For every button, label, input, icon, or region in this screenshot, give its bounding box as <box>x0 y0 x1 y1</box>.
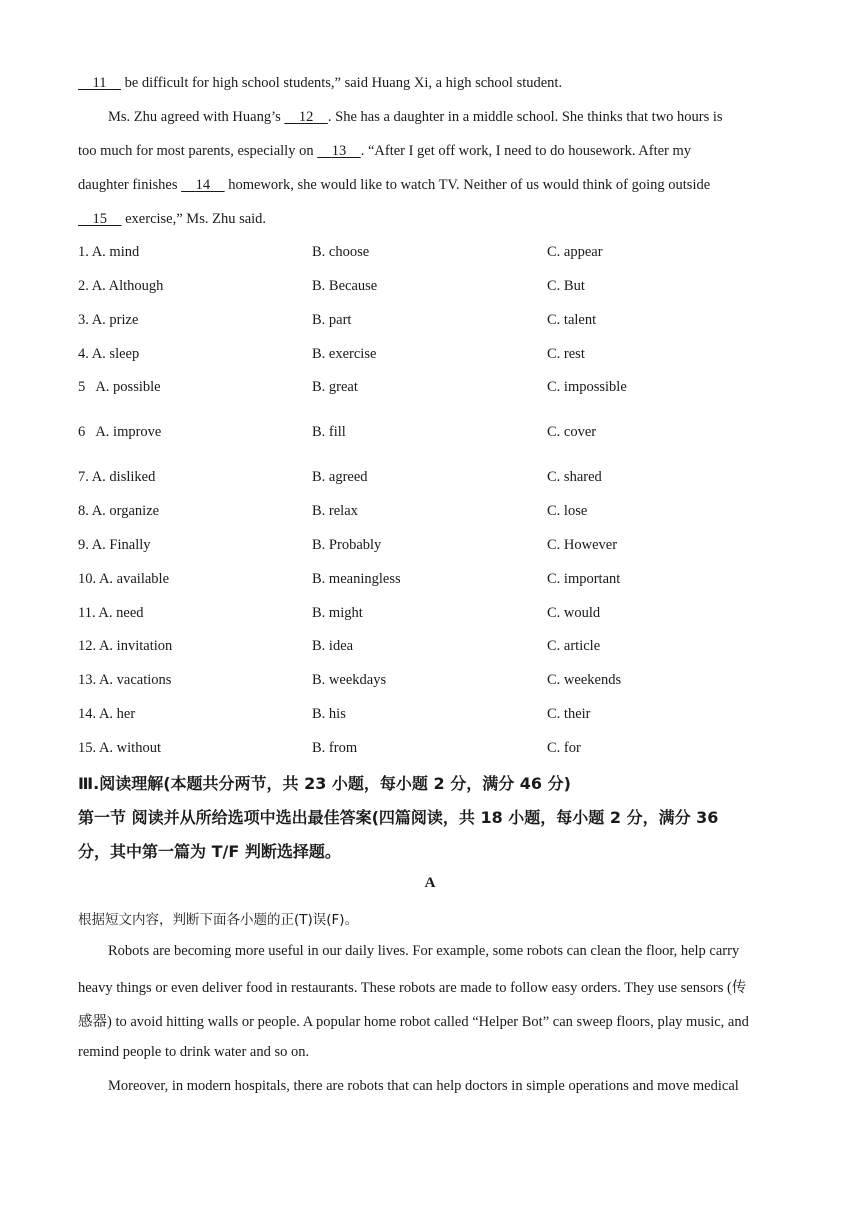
option-c: C. cover <box>547 424 597 440</box>
passage-title: A <box>424 875 436 891</box>
option-a: 12. A. invitation <box>78 638 173 654</box>
option-a: 5 A. possible <box>78 379 161 395</box>
option-c: C. appear <box>547 244 603 260</box>
option-b: B. agreed <box>312 469 368 485</box>
option-row-6 <box>78 424 778 444</box>
passage-text: exercise,” Ms. Zhu said. <box>121 211 267 227</box>
option-row-15 <box>78 740 778 760</box>
option-b: B. might <box>312 605 363 621</box>
option-c: C. impossible <box>547 379 627 395</box>
option-b: B. choose <box>312 244 370 260</box>
option-row-4 <box>78 346 778 366</box>
blank-13: 13 <box>331 143 347 159</box>
section-heading: Ⅲ.阅读理解(本题共分两节，共 23 小题，每小题 2 分，满分 46 分) <box>78 774 571 793</box>
option-a: 13. A. vacations <box>78 672 172 688</box>
option-a: 15. A. without <box>78 740 161 756</box>
passage-text: homework, she would like to watch TV. Neither of us would think of going outside <box>224 177 711 193</box>
option-a: 3. A. prize <box>78 312 139 328</box>
option-a: 10. A. available <box>78 571 170 587</box>
passage-text: . “After I get off work, I need to do housework. After my <box>360 143 692 159</box>
option-row-1 <box>78 244 778 264</box>
option-c: C. their <box>547 706 591 722</box>
passage-line-4 <box>78 177 710 194</box>
option-row-10 <box>78 571 778 591</box>
option-row-7 <box>78 469 778 489</box>
reading-line: remind people to drink water and so on. <box>78 1044 310 1060</box>
reading-line: Robots are becoming more useful in our daily lives. For example, some robots can clean the floor, help carry <box>108 943 740 959</box>
passage-text: Ms. Zhu agreed with Huang’s <box>108 109 285 125</box>
option-c: C. lose <box>547 503 588 519</box>
option-b: B. idea <box>312 638 354 654</box>
option-b: B. Because <box>312 278 378 294</box>
option-b: B. meaningless <box>312 571 401 587</box>
option-c: C. But <box>547 278 585 294</box>
option-row-14 <box>78 706 778 726</box>
option-b: B. his <box>312 706 346 722</box>
option-row-13 <box>78 672 778 692</box>
option-c: C. However <box>547 537 618 553</box>
blank-12: 12 <box>298 109 314 125</box>
option-b: B. from <box>312 740 358 756</box>
option-c: C. weekends <box>547 672 622 688</box>
option-b: B. weekdays <box>312 672 387 688</box>
option-row-2 <box>78 278 778 298</box>
reading-line: Moreover, in modern hospitals, there are robots that can help doctors in simple operations and move medical <box>108 1078 739 1094</box>
option-row-11 <box>78 605 778 625</box>
option-a: 8. A. organize <box>78 503 160 519</box>
passage-line-2 <box>108 109 723 126</box>
option-a: 1. A. mind <box>78 244 140 260</box>
blank-11: 11 <box>92 75 107 91</box>
instruction-text: 根据短文内容，判断下面各小题的正(T)误(F)。 <box>78 912 359 928</box>
option-b: B. Probably <box>312 537 382 553</box>
passage-text: be difficult for high school students,” said Huang Xi, a high school student. <box>120 75 563 91</box>
option-row-3 <box>78 312 778 332</box>
option-b: B. exercise <box>312 346 377 362</box>
option-row-8 <box>78 503 778 523</box>
option-b: B. part <box>312 312 352 328</box>
part-heading-line-2: 分，其中第一篇为 T/F 判断选择题。 <box>78 842 341 861</box>
option-c: C. talent <box>547 312 597 328</box>
option-a: 14. A. her <box>78 706 136 722</box>
blank-15: 15 <box>92 211 107 227</box>
option-a: 2. A. Although <box>78 278 164 294</box>
reading-line: heavy things or even deliver food in restaurants. These robots are made to follow easy orders. They use sensors (传 <box>78 980 747 996</box>
option-b: B. fill <box>312 424 346 440</box>
option-row-9 <box>78 537 778 557</box>
passage-text: daughter finishes <box>78 177 182 193</box>
option-c: C. important <box>547 571 621 587</box>
option-a: 11. A. need <box>78 605 144 621</box>
blank-14: 14 <box>195 177 211 193</box>
option-b: B. great <box>312 379 358 395</box>
passage-text: too much for most parents, especially on <box>78 143 318 159</box>
reading-line: 感器) to avoid hitting walls or people. A popular home robot called “Helper Bot” can sweep floors, play music, and <box>78 1014 749 1030</box>
option-a: 7. A. disliked <box>78 469 156 485</box>
part-heading-line-1: 第一节 阅读并从所给选项中选出最佳答案(四篇阅读，共 18 小题，每小题 2 分，满分 36 <box>78 808 719 827</box>
option-a: 6 A. improve <box>78 424 162 440</box>
passage-text: . She has a daughter in a middle school. She thinks that two hours is <box>327 109 723 125</box>
option-a: 4. A. sleep <box>78 346 140 362</box>
option-row-5 <box>78 379 778 399</box>
option-c: C. rest <box>547 346 585 362</box>
option-a: 9. A. Finally <box>78 537 151 553</box>
option-c: C. for <box>547 740 581 756</box>
passage-line-3 <box>78 143 691 160</box>
option-c: C. article <box>547 638 601 654</box>
option-row-12 <box>78 638 778 658</box>
option-c: C. shared <box>547 469 602 485</box>
passage-line-1 <box>78 75 562 92</box>
option-b: B. relax <box>312 503 358 519</box>
option-c: C. would <box>547 605 601 621</box>
passage-line-5 <box>78 211 266 228</box>
